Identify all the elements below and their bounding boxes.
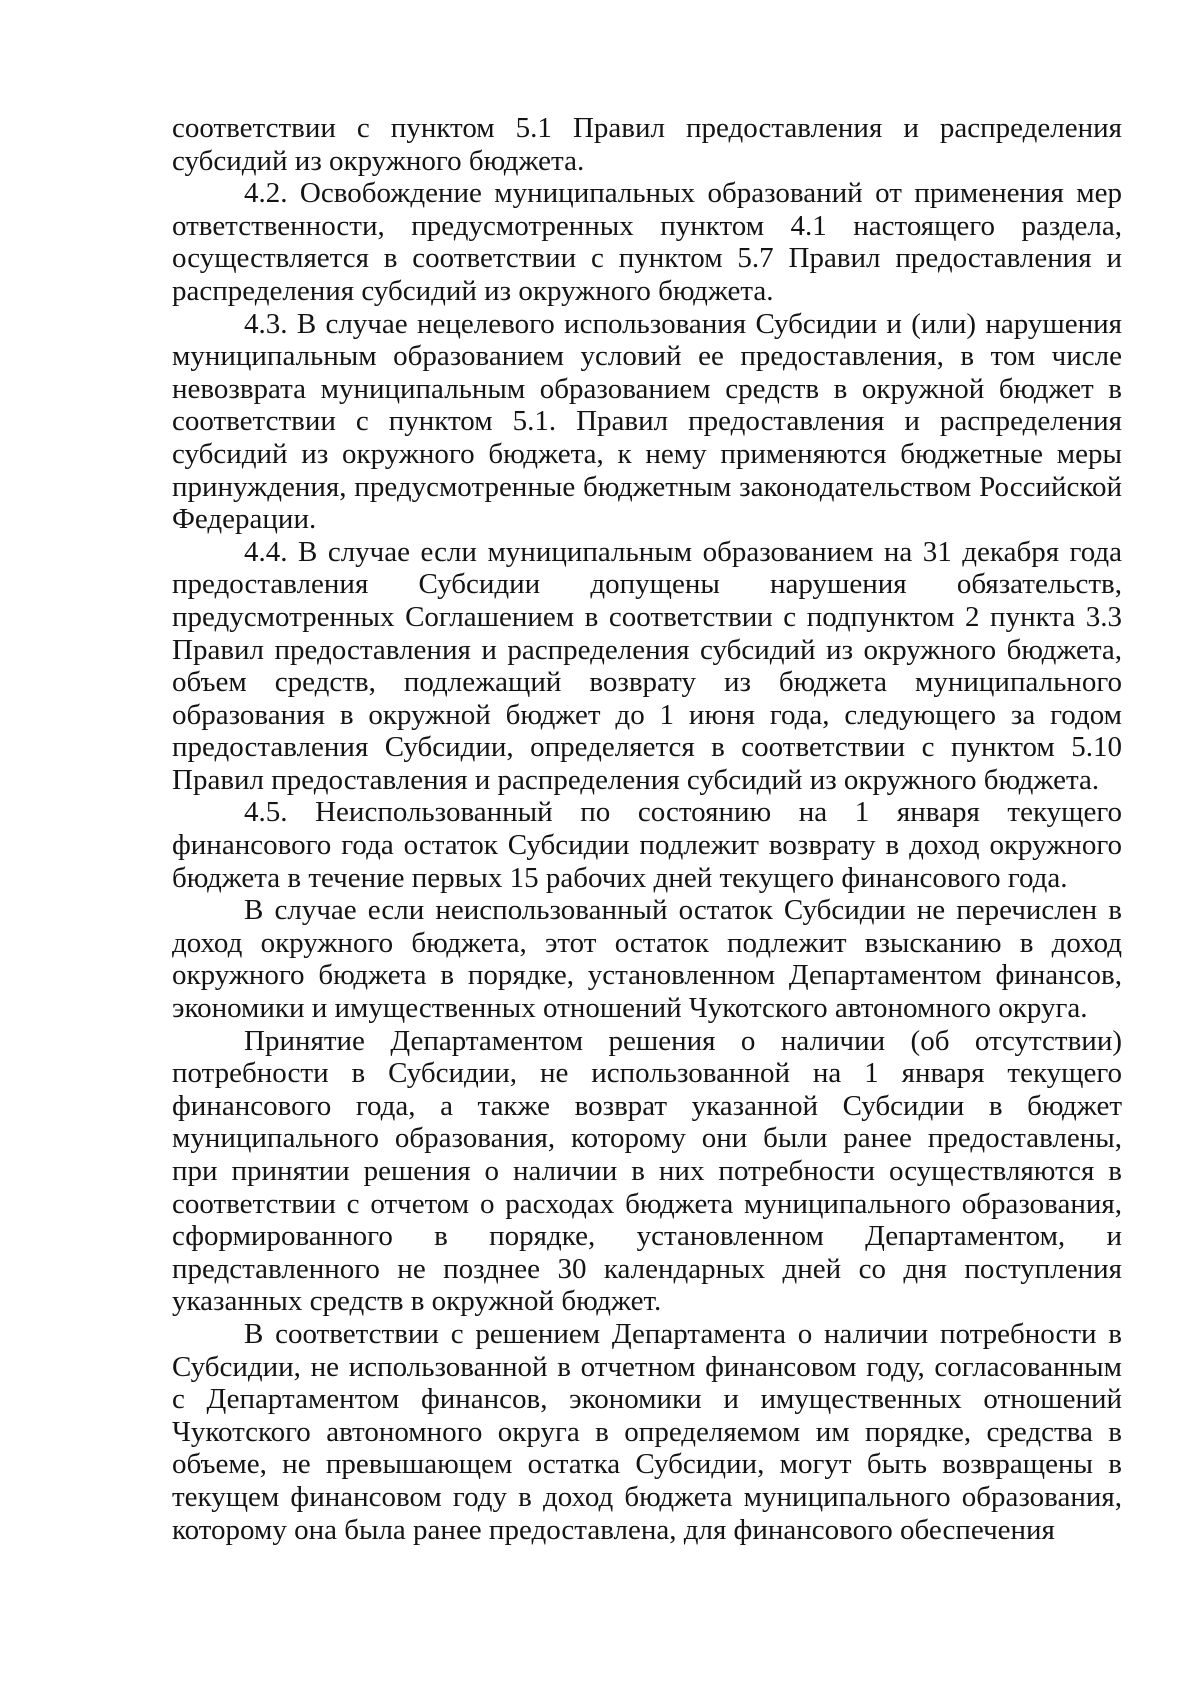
paragraph-4-2: 4.2. Освобождение муниципальных образований от применения мер ответственности, предусмотренных пунктом 4.1 настоящего раздела, осуществляется в соответствии с пунктом 5.7 Правил предоставления и распределения субсидий из окружного бюджета. bbox=[172, 177, 1122, 307]
paragraph-recovery: В случае если неиспользованный остаток Субсидии не перечислен в доход окружного бюджета, этот остаток подлежит взысканию в доход окружного бюджета в порядке, установленном Департаментом финансов, экономики и имущественных отношений Чукотского автономного округа. bbox=[172, 894, 1122, 1025]
paragraph-continuation: соответствии с пунктом 5.1 Правил предоставления и распределения субсидий из окружного бюджета. bbox=[172, 112, 1122, 177]
paragraph-4-4: 4.4. В случае если муниципальным образованием на 31 декабря года предоставления Субсидии допущены нарушения обязательств, предусмотренных Соглашением в соответствии с подпунктом 2 пункта 3.3 Правил предоставления и распределения субсидий из окружного бюджета, объем средств, подлежащий возврату из бюджета муниципального образования в окружной бюджет до 1 июня года, следующего за годом предоставления Субсидии, определяется в соответствии с пунктом 5.10 Правил предоставления и распределения субсидий из окружного бюджета. bbox=[172, 535, 1122, 796]
paragraph-4-5: 4.5. Неиспользованный по состоянию на 1 января текущего финансового года остаток Субсидии подлежит возврату в доход окружного бюджета в течение первых 15 рабочих дней текущего финансового года. bbox=[172, 796, 1122, 894]
paragraph-decision: Принятие Департаментом решения о наличии (об отсутствии) потребности в Субсидии, не использованной на 1 января текущего финансового года, а также возврат указанной Субсидии в бюджет муниципального образования, которому они были ранее предоставлены, при принятии решения о наличии в них потребности осуществляются в соответствии с отчетом о расходах бюджета муниципального образования, сформированного в порядке, установленном Департаментом, и представленного не позднее 30 календарных дней со дня поступления указанных средств в окружной бюджет. bbox=[172, 1024, 1122, 1318]
document-page bbox=[172, 112, 1122, 1546]
paragraph-4-3: 4.3. В случае нецелевого использования Субсидии и (или) нарушения муниципальным образованием условий ее предоставления, в том числе невозврата муниципальным образованием средств в окружной бюджет в соответствии с пунктом 5.1. Правил предоставления и распределения субсидий из окружного бюджета, к нему применяются бюджетные меры принуждения, предусмотренные бюджетным законодательством Российской Федерации. bbox=[172, 307, 1122, 536]
paragraph-return: В соответствии с решением Департамента о наличии потребности в Субсидии, не использованной в отчетном финансовом году, согласованным с Департаментом финансов, экономики и имущественных отношений Чукотского автономного округа в определяемом им порядке, средства в объеме, не превышающем остатка Субсидии, могут быть возвращены в текущем финансовом году в доход бюджета муниципального образования, которому она была ранее предоставлена, для финансового обеспечения bbox=[172, 1317, 1122, 1546]
